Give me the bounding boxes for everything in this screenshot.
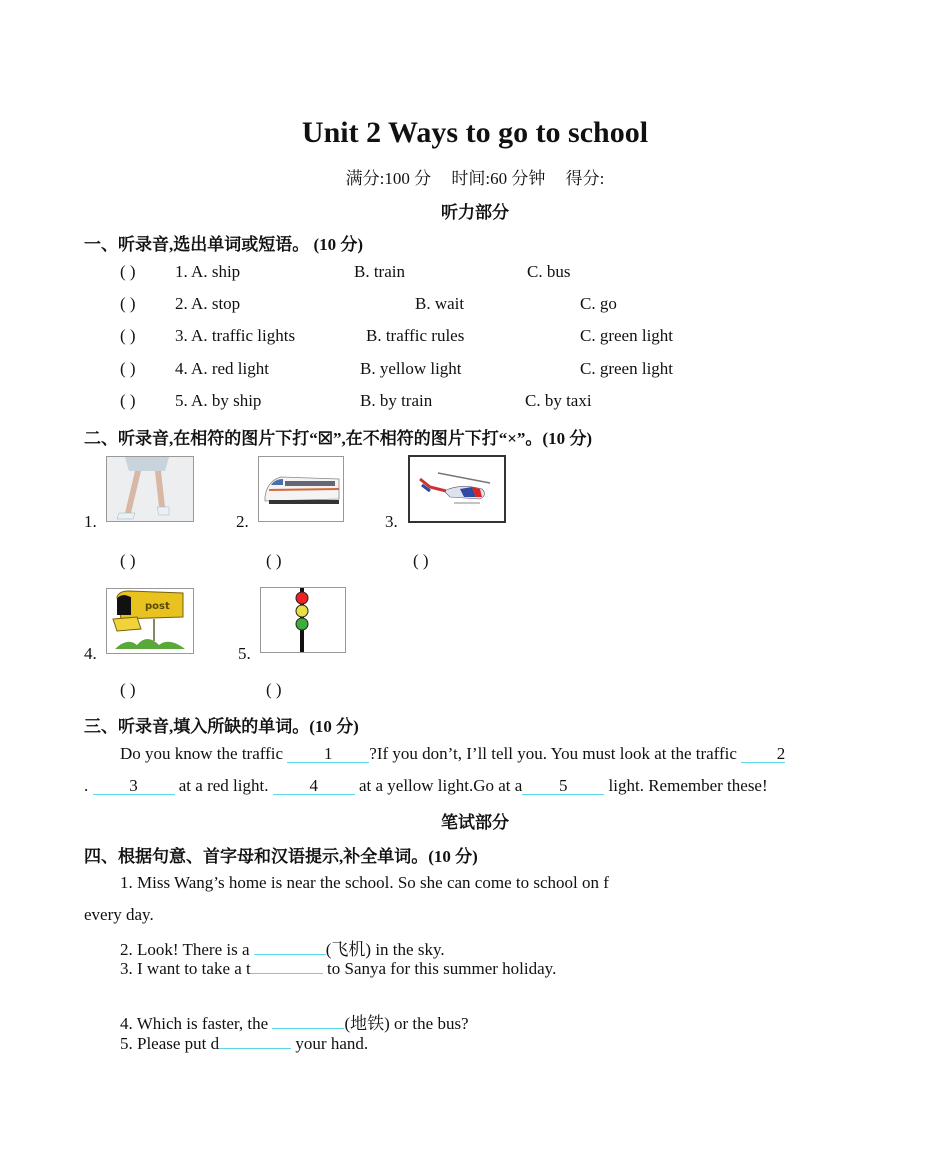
answer-blank-3[interactable] bbox=[251, 973, 323, 974]
question-5: 5. Please put d your hand. bbox=[120, 1034, 369, 1053]
question-2: 2. Look! There is a (飞机) in the sky. bbox=[120, 940, 445, 959]
option-b: B. traffic rules bbox=[366, 326, 465, 345]
question-3: 3. I want to take a t to Sanya for this summer holiday. bbox=[120, 959, 557, 978]
listening-part-heading: 听力部分 bbox=[441, 203, 509, 222]
question-row: ( ) 4. A. red light bbox=[120, 359, 269, 378]
question-1-cont: every day. bbox=[84, 905, 154, 924]
picture-label: 5. bbox=[238, 644, 251, 663]
passage-line-2: . 3 at a red light. 4 at a yellow light.Go at a 5 light. Remember these! bbox=[84, 776, 768, 795]
section3-heading: 三、听录音,填入所缺的单词。(10 分) bbox=[84, 717, 359, 736]
score-field: 得分: bbox=[565, 169, 605, 188]
option-b: B. yellow light bbox=[360, 359, 462, 378]
option-b: B. train bbox=[354, 262, 405, 281]
answer-paren: ( ) bbox=[266, 551, 282, 570]
blank-2[interactable]: 2 bbox=[741, 745, 785, 763]
full-score: 满分:100 分 bbox=[345, 169, 432, 188]
blank-5[interactable]: 5 bbox=[522, 777, 604, 795]
picture-label: 1. bbox=[84, 512, 97, 531]
option-c: C. green light bbox=[580, 359, 674, 378]
section1-heading: 一、听录音,选出单词或短语。 (10 分) bbox=[84, 235, 364, 254]
question-row: ( ) 3. A. traffic lights bbox=[120, 326, 296, 345]
picture-label: 2. bbox=[236, 512, 249, 531]
section2-heading: 二、听录音,在相符的图片下打“☒”,在不相符的图片下打“×”。(10 分) bbox=[84, 429, 592, 448]
option-b: B. by train bbox=[360, 391, 433, 410]
question-row: ( ) 5. A. by ship bbox=[120, 391, 262, 410]
blank-3[interactable]: 3 bbox=[93, 777, 175, 795]
blank-4[interactable]: 4 bbox=[273, 777, 355, 795]
helicopter-image bbox=[408, 455, 506, 523]
question-row: ( ) 1. A. ship bbox=[120, 262, 241, 281]
exam-meta bbox=[0, 164, 950, 189]
option-c: C. by taxi bbox=[525, 391, 592, 410]
answer-paren: ( ) bbox=[413, 551, 429, 570]
question-1: 1. Miss Wang’s home is near the school. So she can come to school on f bbox=[120, 873, 609, 892]
answer-paren: ( ) bbox=[266, 680, 282, 699]
picture-label: 3. bbox=[385, 512, 398, 531]
svg-text:post: post bbox=[145, 601, 170, 612]
walking-legs-image bbox=[106, 456, 194, 522]
time-limit: 时间:60 分钟 bbox=[451, 169, 546, 188]
picture-label: 4. bbox=[84, 644, 97, 663]
passage-line-1: Do you know the traffic 1 ?If you don’t, I’ll tell you. You must look at the traffic 2 bbox=[120, 744, 786, 763]
answer-blank-5[interactable] bbox=[219, 1048, 291, 1049]
question-4: 4. Which is faster, the (地铁) or the bus? bbox=[120, 1014, 469, 1033]
answer-paren: ( ) bbox=[120, 680, 136, 699]
option-c: C. bus bbox=[527, 262, 571, 281]
question-row: ( ) 2. A. stop bbox=[120, 294, 241, 313]
traffic-light-image bbox=[260, 587, 346, 653]
page-title: Unit 2 Ways to go to school bbox=[301, 116, 649, 149]
option-c: C. green light bbox=[580, 326, 674, 345]
answer-blank-4[interactable] bbox=[272, 1028, 344, 1029]
train-image bbox=[258, 456, 344, 522]
option-c: C. go bbox=[580, 294, 617, 313]
answer-blank-2[interactable] bbox=[254, 954, 326, 955]
section4-heading: 四、根据句意、首字母和汉语提示,补全单词。(10 分) bbox=[84, 847, 478, 866]
post-box-image bbox=[106, 588, 194, 654]
blank-1[interactable]: 1 bbox=[287, 745, 369, 763]
option-b: B. wait bbox=[415, 294, 465, 313]
writing-part-heading: 笔试部分 bbox=[441, 813, 509, 832]
answer-paren: ( ) bbox=[120, 551, 136, 570]
